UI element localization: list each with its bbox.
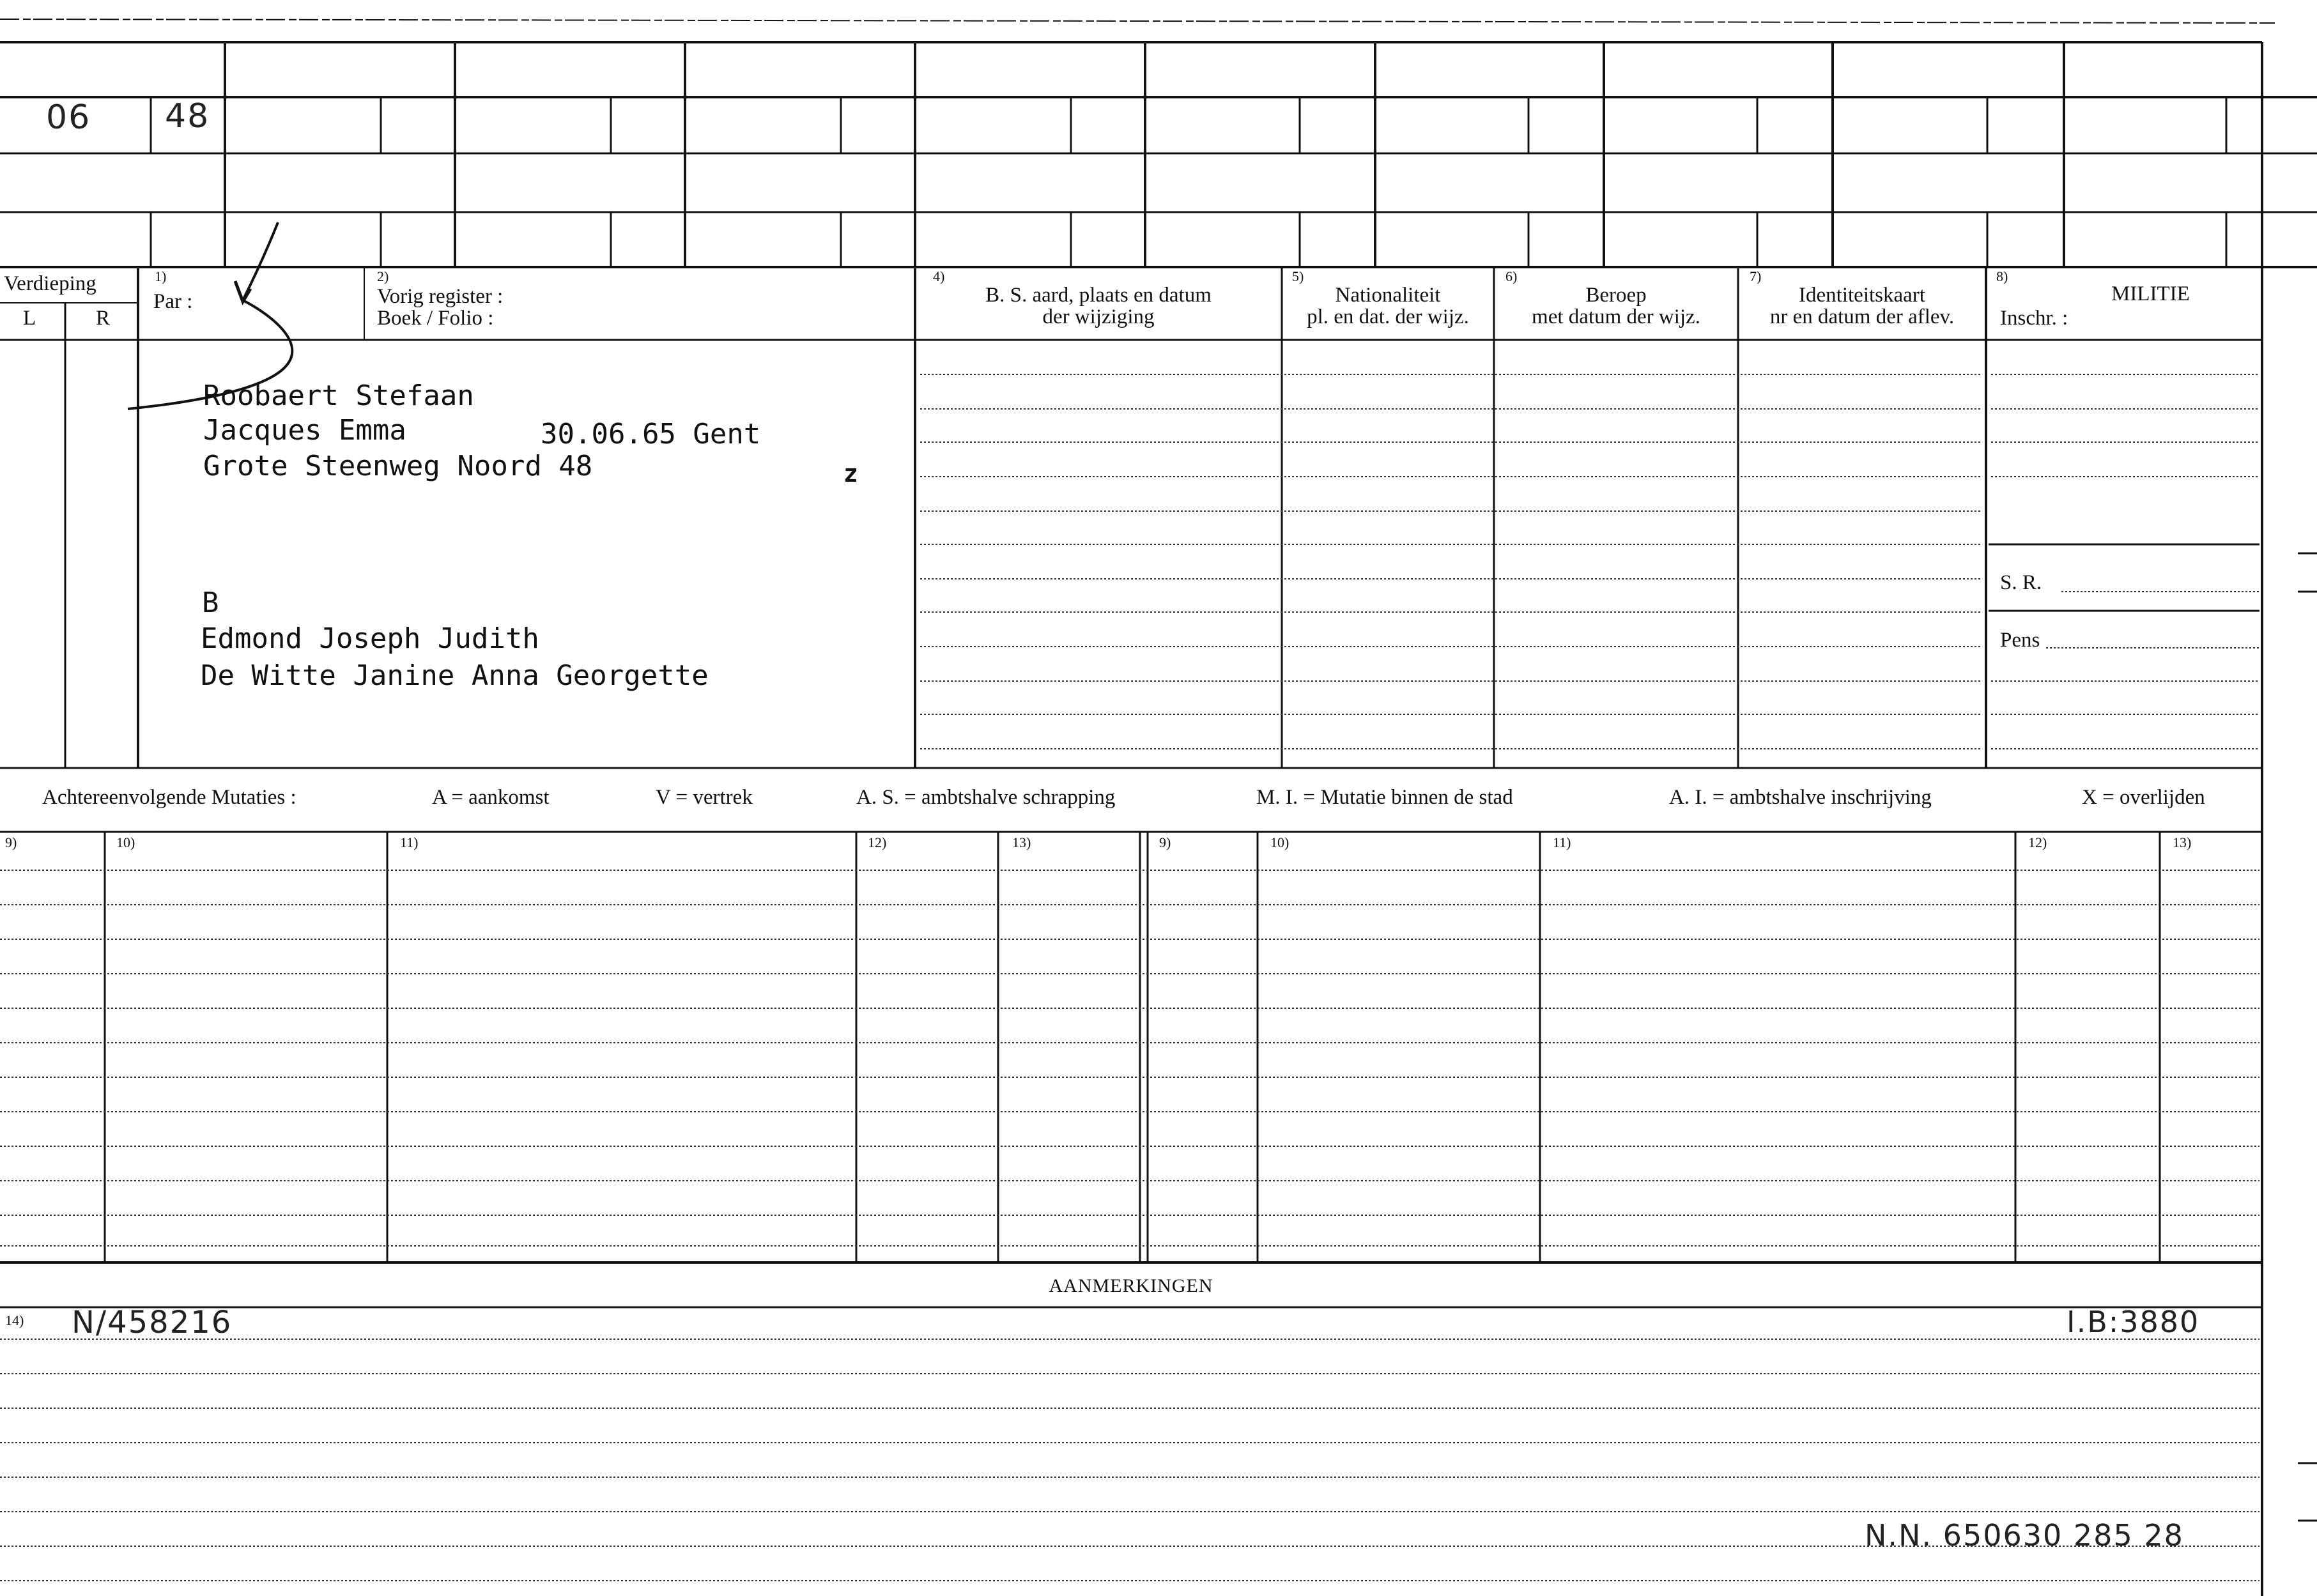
legend-ambtshalve-schrapping: A. S. = ambtshalve schrapping: [856, 786, 1116, 809]
mut-col-12: 12): [868, 834, 887, 850]
person-line-2: Jacques Emma: [203, 414, 406, 447]
verdieping-label: Verdieping: [4, 272, 96, 295]
legend-aankomst: A = aankomst: [432, 786, 550, 809]
person-line-5: De Witte Janine Anna Georgette: [201, 659, 709, 692]
mut-col-11: 11): [400, 834, 419, 850]
identiteitskaart-sub-label: nr en datum der aflev.: [1769, 305, 1955, 328]
beroep-label: Beroep: [1585, 284, 1647, 307]
nationaliteit-sub-label: pl. en dat. der wijz.: [1307, 305, 1469, 328]
verdieping-right-label: R: [96, 307, 111, 330]
person-line-1: Roobaert Stefaan: [203, 380, 474, 412]
col2-number: 2): [377, 268, 389, 284]
boek-folio-label: Boek / Folio :: [377, 307, 494, 330]
col6-number: 6): [1505, 268, 1518, 284]
legend-vertrek: V = vertrek: [656, 786, 753, 809]
verdieping-left-label: L: [23, 307, 36, 330]
inschr-label: Inschr. :: [2000, 307, 2068, 330]
header-cell-1-value: 06: [46, 98, 91, 137]
col5-number: 5): [1292, 268, 1304, 284]
aanmerking-ib: I.B:3880: [2067, 1305, 2200, 1339]
col8-number: 8): [1996, 268, 2008, 284]
col7-number: 7): [1750, 268, 1762, 284]
mut-col-10b: 10): [1270, 834, 1289, 850]
person-line-2-date: 30.06.65 Gent: [541, 418, 761, 450]
mark-b: B: [202, 587, 219, 619]
aanmerking-nn: N.N. 650630 285 28: [1865, 1518, 2184, 1553]
aanmerkingen-title: AANMERKINGEN: [1049, 1275, 1213, 1296]
mut-col-12b: 12): [2028, 834, 2047, 850]
mut-col-13: 13): [1012, 834, 1031, 850]
militie-label: MILITIE: [2111, 282, 2190, 305]
pens-label: Pens: [2000, 629, 2040, 652]
legend-ambtshalve-inschrijving: A. I. = ambtshalve inschrijving: [1669, 786, 1932, 809]
mutaties-title: Achtereenvolgende Mutaties :: [42, 786, 296, 809]
vorig-register-label: Vorig register :: [377, 285, 504, 308]
identiteitskaart-label: Identiteitskaart: [1799, 284, 1925, 307]
sr-label: S. R.: [2000, 571, 2042, 594]
person-line-3: Grote Steenweg Noord 48: [203, 450, 593, 482]
aanmerking-code: N/458216: [72, 1305, 233, 1340]
nationaliteit-label: Nationaliteit: [1335, 284, 1441, 307]
par-label: Par :: [153, 290, 193, 313]
header-cell-2-value: 48: [165, 97, 210, 135]
mut-col-9b: 9): [1159, 834, 1171, 850]
mut-col-10: 10): [116, 834, 135, 850]
legend-mutatie-binnen: M. I. = Mutatie binnen de stad: [1256, 786, 1513, 809]
beroep-sub-label: met datum der wijz.: [1532, 305, 1700, 328]
mark-z: z: [843, 459, 858, 487]
bs-wijziging-label: der wijziging: [1042, 305, 1155, 328]
mut-col-11b: 11): [1553, 834, 1571, 850]
mut-col-9: 9): [5, 834, 17, 850]
person-line-4: Edmond Joseph Judith: [201, 622, 539, 655]
bs-aard-label: B. S. aard, plaats en datum: [985, 284, 1212, 307]
mut-col-13b: 13): [2173, 834, 2192, 850]
col14-number: 14): [5, 1312, 24, 1328]
col4-number: 4): [933, 268, 945, 284]
legend-overlijden: X = overlijden: [2082, 786, 2205, 809]
col1-number: 1): [155, 268, 167, 284]
